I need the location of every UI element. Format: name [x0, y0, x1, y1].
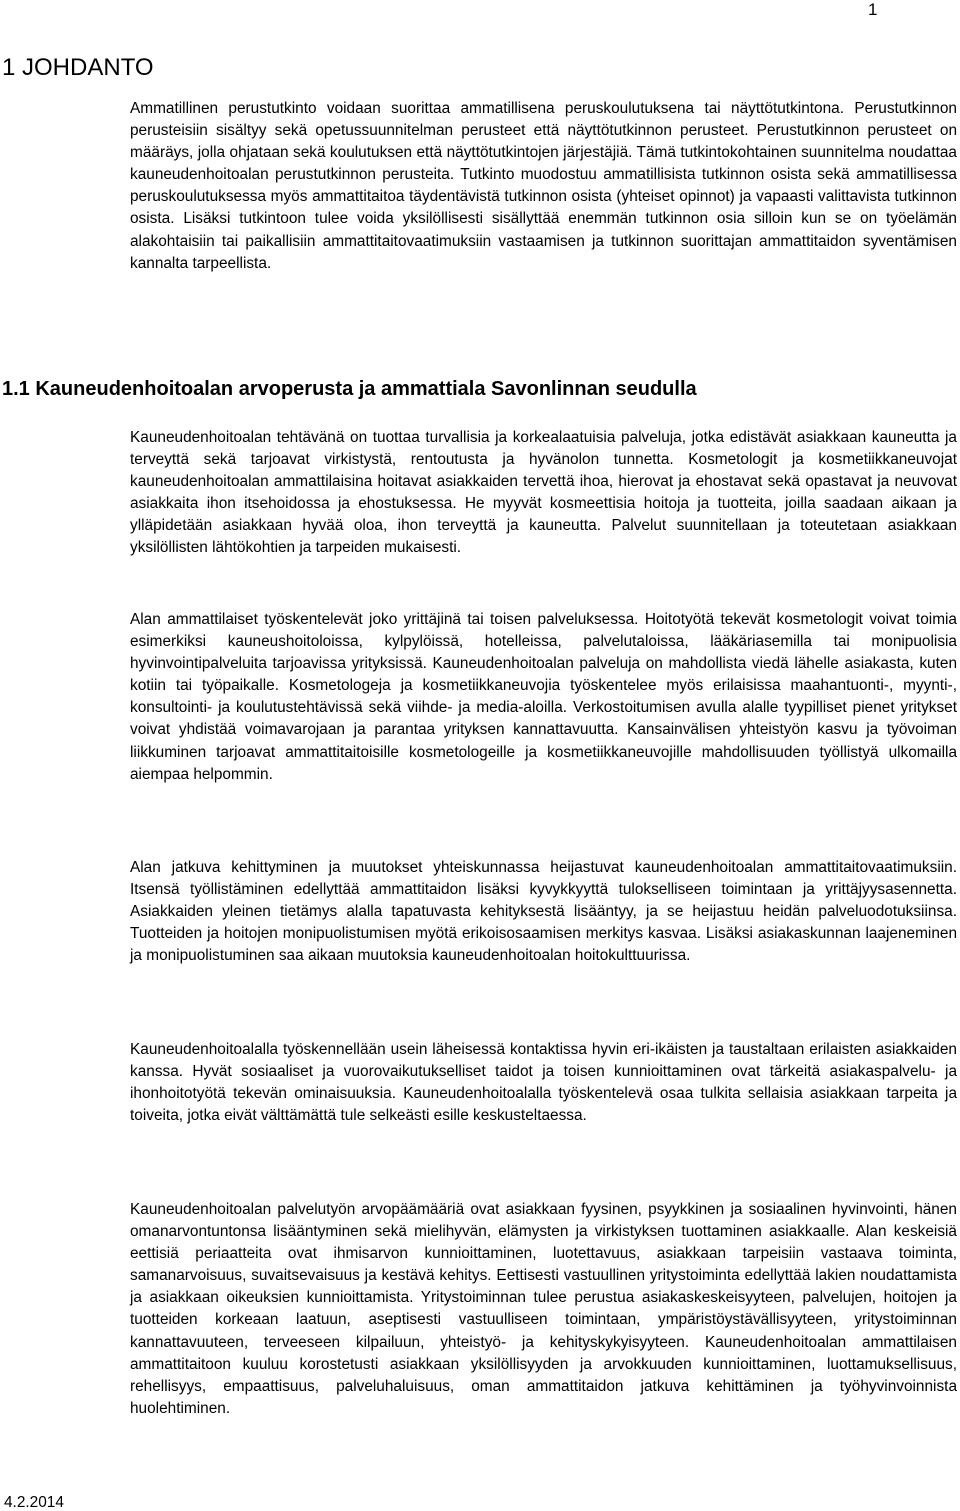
- section-paragraph-5: Kauneudenhoitoalan palvelutyön arvopäämääriä ovat asiakkaan fyysinen, psyykkinen ja sosiaalinen hyvinvointi, hänen omanarvontuntonsa lisääntyminen sekä mielihyvän, elämysten ja virkistyksen tuottaminen asiakkaalle. Alan keskeisiä eettisiä periaatteita ovat ihmisarvon kunnioittaminen, luotettavuus, asiakkaan tarpeisiin vastaava toiminta, samanarvoisuus, suvaitsevaisuus ja kestävä kehitys. Eettisesti vastuullinen yritystoiminta edellyttää lakien noudattamista ja asiakkaan oikeuksien kunnioittamista. Yritystoiminnan tulee perustua asiakaskeskeisyyteen, palvelujen, hoitojen ja tuotteiden korkeaan laatuun, aseptisesti vastuulliseen toimintaan, ympäristöystävällisyyteen, yritystoiminnan kannattavuuteen, terveeseen kilpailuun, yhteistyö- ja kehityskykyisyyteen. Kauneudenhoitoalan ammattilaisen ammattitaitoon kuuluu korostetusti asiakkaan yksilöllisyyden ja arvokkuuden kunnioittaminen, luottamuksellisuus, rehellisyys, empaattisuus, palveluhaluisuus, oman ammattitaidon jatkuva kehittäminen ja työhyvinvoinnista huolehtiminen.: [130, 1201, 957, 1417]
- page-number: 1: [868, 0, 878, 19]
- intro-paragraph: Ammatillinen perustutkinto voidaan suorittaa ammatillisena peruskoulutuksena tai näyttötutkintona. Perustutkinnon perusteisiin sisältyy sekä opetussuunnitelman perusteet että näyttötutkinnon perusteet. Perustutkinnon perusteet on määräys, jolla ohjataan sekä koulutuksen että näyttötutkintojen järjestäjiä. Tämä tutkintokohtainen suunnitelma noudattaa kauneudenhoitoalan perustutkinnon perusteita. Tutkinto muodostuu ammatillisista tutkinnon osista sekä ammatillisessa peruskoulutuksessa myös ammattitaitoa täydentävistä tutkinnon osista (yhteiset opinnot) ja vapaasti valittavista tutkinnon osista. Lisäksi tutkintoon tulee voida yksilöllisesti sisällyttää enemmän tutkinnon osia silloin kun se on työelämän alakohtaisiin tai paikallisiin ammattitaitovaatimuksiin vastaamisen ja tutkinnon suorittajan ammattitaidon syventämisen kannalta tarpeellista.: [130, 100, 957, 272]
- section-paragraph-2: Alan ammattilaiset työskentelevät joko yrittäjinä tai toisen palveluksessa. Hoitotyötä tekevät kosmetologit voivat toimia esimerkiksi kauneushoitoloissa, kylpylöissä, hotelleissa, palvelutaloissa, lääkäriasemilla tai monipuolisia hyvinvointipalveluita tarjoavissa yrityksissä. Kauneudenhoitoalan palveluja on mahdollista viedä lähelle asiakasta, kuten kotiin tai työpaikalle. Kosmetologeja ja kosmetiikkaneuvojia työskentelee myös erilaisissa maahantuonti-, myynti-, konsultointi- ja koulutustehtävissä sekä viihde- ja media-aloilla. Verkostoitumisen avulla alalle tyypilliset pienet yritykset voivat yhdistää voimavarojaan ja parantaa yrityksen kannattavuutta. Kansainvälisen yhteistyön kasvu ja työvoiman liikkuminen tarjoavat ammattitaitoisille kosmetologeille ja kosmetiikkaneuvojille mahdollisuuden työllistyä ulkomailla aiempaa helpommin.: [130, 611, 957, 783]
- section-paragraph-1: Kauneudenhoitoalan tehtävänä on tuottaa turvallisia ja korkealaatuisia palveluja, jotka edistävät asiakkaan kauneutta ja terveyttä sekä tarjoavat virkistystä, rentoutusta ja hyvänolon tunnetta. Kosmetologit ja kosmetiikkaneuvojat kauneudenhoitoalan ammattilaisina hoitavat asiakkaiden tervettä ihoa, hierovat ja ehostavat sekä opastavat ja neuvovat asiakkaita ihon itsehoidossa ja ehostuksessa. He myyvät kosmeettisia hoitoja ja tuotteita, joilla saadaan aikaan ja ylläpidetään asiakkaan hyvää oloa, ihon terveyttä ja kauneutta. Palvelut suunnitellaan ja toteutetaan asiakkaan yksilöllisten lähtökohtien ja tarpeiden mukaisesti.: [130, 429, 957, 557]
- footer-date: 4.2.2014: [4, 1494, 64, 1511]
- section-paragraph-4: Kauneudenhoitoalalla työskennellään usein läheisessä kontaktissa hyvin eri-ikäisten ja taustaltaan erilaisten asiakkaiden kanssa. Hyvät sosiaaliset ja vuorovaikutukselliset taidot ja toisen kunnioittaminen ovat tärkeitä asiakaspalvelu- ja ihonhoitotyötä tekevän ominaisuuksia. Kauneudenhoitoalalla työskentelevä osaa tulkita sellaisia asiakkaan tarpeita ja toiveita, jotka eivät välttämättä tule selkeästi esille keskusteltaessa.: [130, 1041, 957, 1125]
- section-paragraph-3: Alan jatkuva kehittyminen ja muutokset yhteiskunnassa heijastuvat kauneudenhoitoalan ammattitaitovaatimuksiin. Itsensä työllistäminen edellyttää ammattitaidon lisäksi kyvykkyyttä tulokselliseen toimintaan ja yrittäjyysasennetta. Asiakkaiden yleinen tietämys alalla tapatuvasta kehityksestä lisääntyy, ja se heijastuu heidän palveluodotuksiinsa. Tuotteiden ja hoitojen monipuolistumisen myötä erikoisosaamisen merkitys kasvaa. Lisäksi asiakaskunnan laajeneminen ja monipuolistuminen saa aikaan muutoksia kauneudenhoitoalan hoitokulttuurissa.: [130, 859, 957, 965]
- section-heading: 1.1 Kauneudenhoitoalan arvoperusta ja ammattiala Savonlinnan seudulla: [2, 378, 697, 400]
- page-heading: 1 JOHDANTO: [2, 54, 154, 81]
